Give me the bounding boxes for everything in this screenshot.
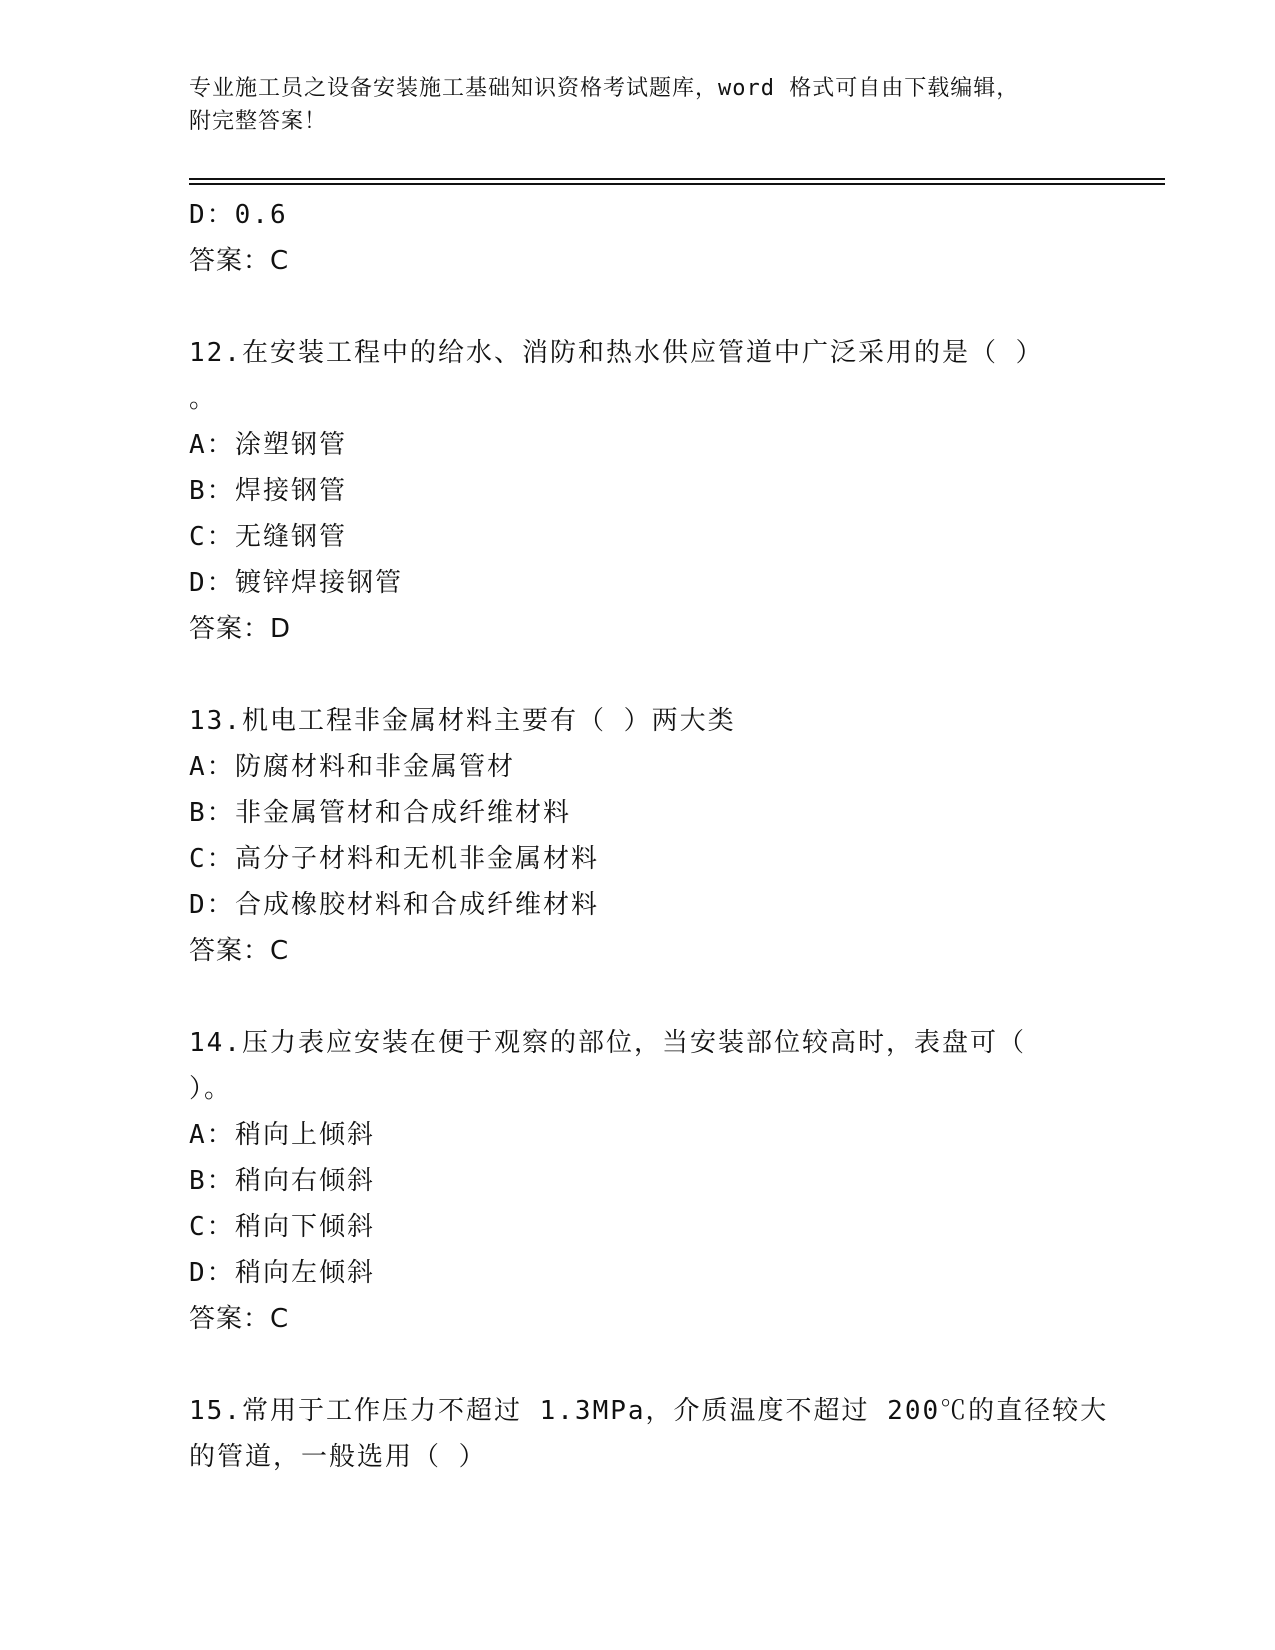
option-text: 高分子材料和无机非金属材料 [235,844,600,874]
option-text: 稍向左倾斜 [235,1258,376,1288]
question-12-line-1: 12.在安装工程中的给水、消防和热水供应管道中广泛采用的是（ ） [189,338,1044,368]
header-title-line-2: 附完整答案！ [189,109,328,134]
question-12 [189,330,1089,652]
option-label: A： [189,752,235,782]
question-12-answer: 答案：D [189,614,292,644]
question-13-option-c [189,836,1089,882]
header-divider-top [189,178,1165,180]
question-12-option-d [189,560,1089,606]
question-12-option-a [189,422,1089,468]
option-text: 涂塑钢管 [235,430,348,460]
option-label: C： [189,1212,235,1242]
option-label: D： [189,568,235,598]
option-label: A： [189,1120,235,1150]
question-13 [189,698,1089,974]
question-13-option-d [189,882,1089,928]
option-text: 非金属管材和合成纤维材料 [235,798,572,828]
question-12-option-c [189,514,1089,560]
document-header [189,72,1089,138]
question-14-answer: 答案：C [189,1304,290,1334]
question-14-option-b [189,1158,1089,1204]
question-13-option-a [189,744,1089,790]
spacer [189,652,1089,698]
question-14 [189,1020,1089,1342]
option-text: 焊接钢管 [235,476,348,506]
question-14-line-1: 14.压力表应安装在便于观察的部位，当安装部位较高时，表盘可（ [189,1028,1026,1058]
question-14-line-2: ）。 [189,1074,233,1104]
spacer [189,974,1089,1020]
question-14-option-a [189,1112,1089,1158]
question-15 [189,1388,1109,1480]
option-label: B： [189,1166,235,1196]
option-label: A： [189,430,235,460]
option-label: B： [189,798,235,828]
question-12-line-2: 。 [189,384,218,414]
question-15-line-2: 的管道，一般选用（ ） [189,1442,487,1472]
spacer [189,284,1089,330]
option-text: 合成橡胶材料和合成纤维材料 [235,890,600,920]
option-text: 稍向下倾斜 [235,1212,376,1242]
option-label: B： [189,476,235,506]
option-text: 镀锌焊接钢管 [235,568,404,598]
option-text: 无缝钢管 [235,522,348,552]
option-text: 稍向右倾斜 [235,1166,376,1196]
option-text: 防腐材料和非金属管材 [235,752,516,782]
question-14-option-d [189,1250,1089,1296]
option-label: C： [189,844,235,874]
option-label: D： [189,890,235,920]
header-divider-bottom [189,183,1165,185]
spacer [189,1342,1089,1388]
question-14-option-c [189,1204,1089,1250]
question-13-answer: 答案：C [189,936,290,966]
carryover-answer: 答案：C [189,246,290,276]
question-13-option-b [189,790,1089,836]
option-text: 稍向上倾斜 [235,1120,376,1150]
document-content [189,192,1109,1480]
option-label: C： [189,522,235,552]
carryover-option-d: D：0.6 [189,200,288,230]
question-13-line-1: 13.机电工程非金属材料主要有（ ）两大类 [189,706,736,736]
question-12-option-b [189,468,1089,514]
header-title-line-1: 专业施工员之设备安装施工基础知识资格考试题库，word 格式可自由下载编辑， [189,76,1020,101]
question-15-line-1: 15.常用于工作压力不超过 1.3MPa，介质温度不超过 200℃的直径较大 [189,1396,1109,1426]
option-label: D： [189,1258,235,1288]
